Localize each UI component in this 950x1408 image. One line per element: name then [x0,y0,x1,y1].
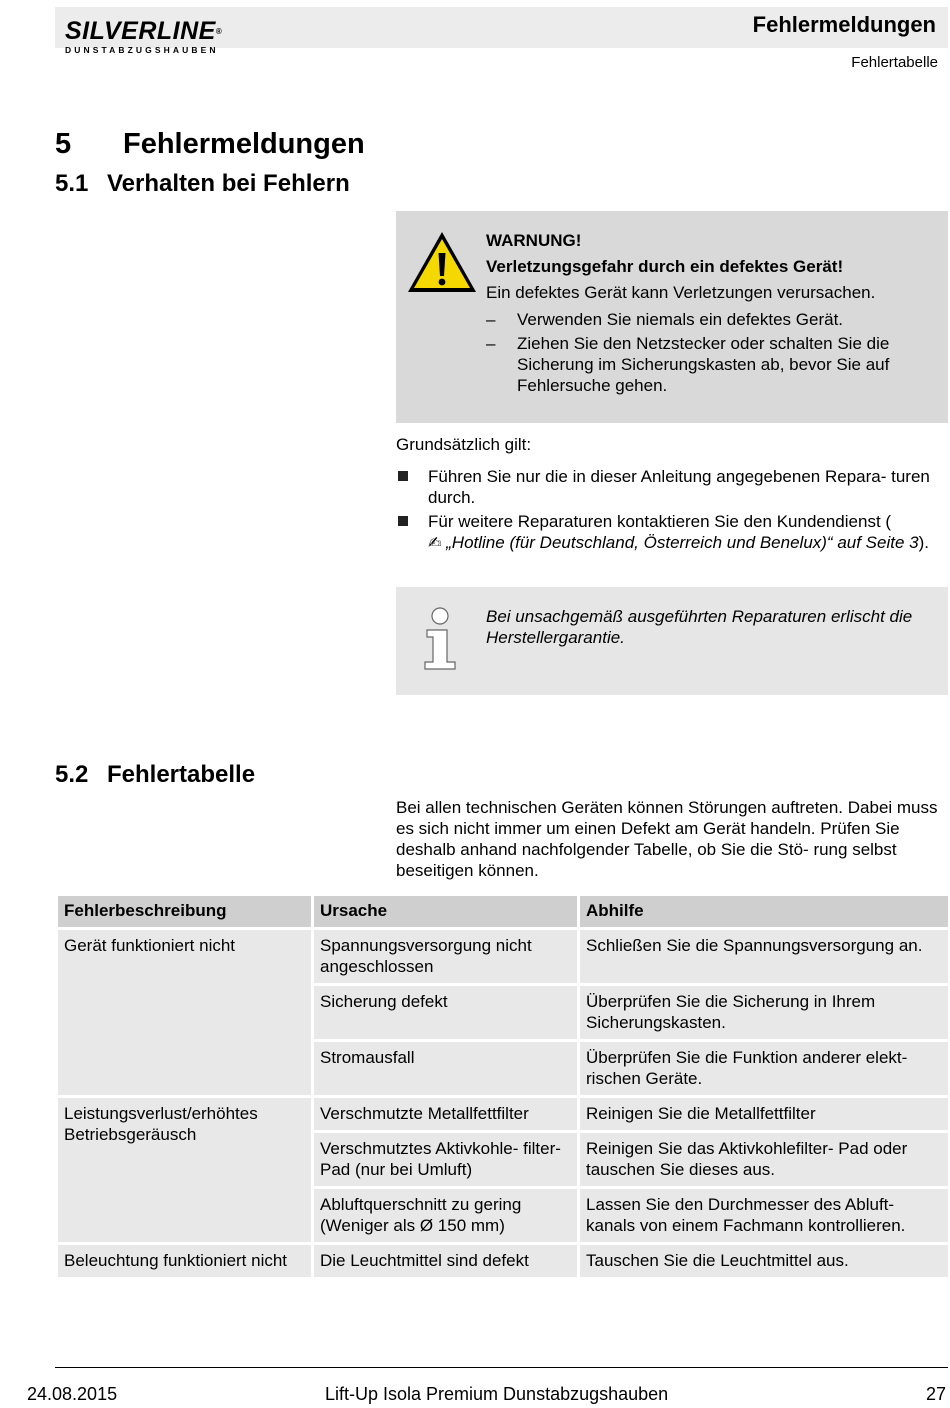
chapter-heading: 5 Fehlermeldungen [55,128,365,160]
bullet-square-icon [398,471,408,481]
warning-item: – Verwenden Sie niemals ein defektes Gerät. [486,309,936,330]
fault-table [55,893,950,1280]
list-item: Für weitere Reparaturen kontaktieren Sie den Kundendienst ( ✍ „Hotline (für Deutschland, Österreich und Benelux)“ auf Seite 3). [396,511,936,554]
info-icon [420,607,460,671]
warning-item: – Ziehen Sie den Netzstecker oder schalten Sie die Sicherung im Sicherungskasten ab, bevor Sie auf Fehlersuche gehen. [486,333,936,396]
cause-cell: Die Leuchtmittel sind defekt [314,1245,577,1277]
hotline-reference-link[interactable]: „Hotline (für Deutschland, Österreich und Benelux)“ auf Seite 3 [446,533,919,552]
list-item: Führen Sie nur die in dieser Anleitung angegebenen Repara- turen durch. [396,466,936,508]
fix-cell: Reinigen Sie das Aktivkohlefilter- Pad oder tauschen Sie dieses aus. [580,1133,948,1186]
footer-divider [55,1367,948,1368]
fault-cell: Gerät funktioniert nicht [58,930,311,1095]
fault-cell: Beleuchtung funktioniert nicht [58,1245,311,1277]
footer-date: 24.08.2015 [27,1384,118,1404]
warning-description: Ein defektes Gerät kann Verletzungen verursachen. [486,283,876,302]
cause-cell: Abluftquerschnitt zu gering (Weniger als Ø 150 mm) [314,1189,577,1242]
col-header-fault: Fehlerbeschreibung [58,896,311,927]
fix-cell: Reinigen Sie die Metallfettfilter [580,1098,948,1130]
fix-cell: Lassen Sie den Durchmesser des Abluft- kanals von einem Fachmann kontrollieren. [580,1189,948,1242]
header-subtitle: Fehlertabelle [851,54,938,71]
fix-cell: Überprüfen Sie die Sicherung in Ihrem Sicherungskasten. [580,986,948,1039]
general-intro: Grundsätzlich gilt: [396,435,532,454]
col-header-cause: Ursache [314,896,577,927]
cause-cell: Sicherung defekt [314,986,577,1039]
fix-cell: Überprüfen Sie die Funktion anderer elekt- rischen Geräte. [580,1042,948,1095]
table-row [58,1098,948,1130]
section-heading-5-2: 5.2 Fehlertabelle [55,761,256,788]
footer-product: Lift-Up Isola Premium Dunstabzugshauben [325,1384,669,1404]
col-header-fix: Abhilfe [580,896,948,927]
page-number: 27 [925,1384,946,1404]
general-list [396,466,936,557]
cause-cell: Verschmutzte Metallfettfilter [314,1098,577,1130]
cause-cell: Verschmutztes Aktivkohle- filter- Pad (nur bei Umluft) [314,1133,577,1186]
warning-text [486,230,936,399]
fix-cell: Schließen Sie die Spannungsversorgung an. [580,930,948,983]
warning-list [486,309,936,396]
warning-triangle-icon [406,229,478,295]
section-heading-5-1: 5.1 Verhalten bei Fehlern [55,170,350,197]
cause-cell: Stromausfall [314,1042,577,1095]
info-text: Bei unsachgemäß ausgeführten Reparaturen erlischt die Herstellergarantie. [486,607,913,647]
warning-headline: Verletzungsgefahr durch ein defektes Gerät! [486,257,844,276]
fix-cell: Tauschen Sie die Leuchtmittel aus. [580,1245,948,1277]
table-row [58,1245,948,1277]
warning-label: WARNUNG! [486,231,582,250]
cause-cell: Spannungsversorgung nicht angeschlossen [314,930,577,983]
bullet-square-icon [398,516,408,526]
reference-hand-icon: ✍ [428,535,442,552]
table-header-row [58,896,948,927]
table-intro: Bei allen technischen Geräten können Störungen auftreten. Dabei muss es sich nicht immer um einen Defekt am Gerät handeln. Prüfen Sie deshalb anhand nachfolgender Tabelle, ob Sie die Stö- rung selbst beseitigen können. [396,798,938,880]
table-row [58,930,948,983]
fault-cell: Leistungsverlust/erhöhtes Betriebsgeräusch [58,1098,311,1242]
silverline-logo: SILVERLINE® DUNSTABZUGSHAUBEN [65,17,223,55]
header-title: Fehlermeldungen [752,12,936,37]
